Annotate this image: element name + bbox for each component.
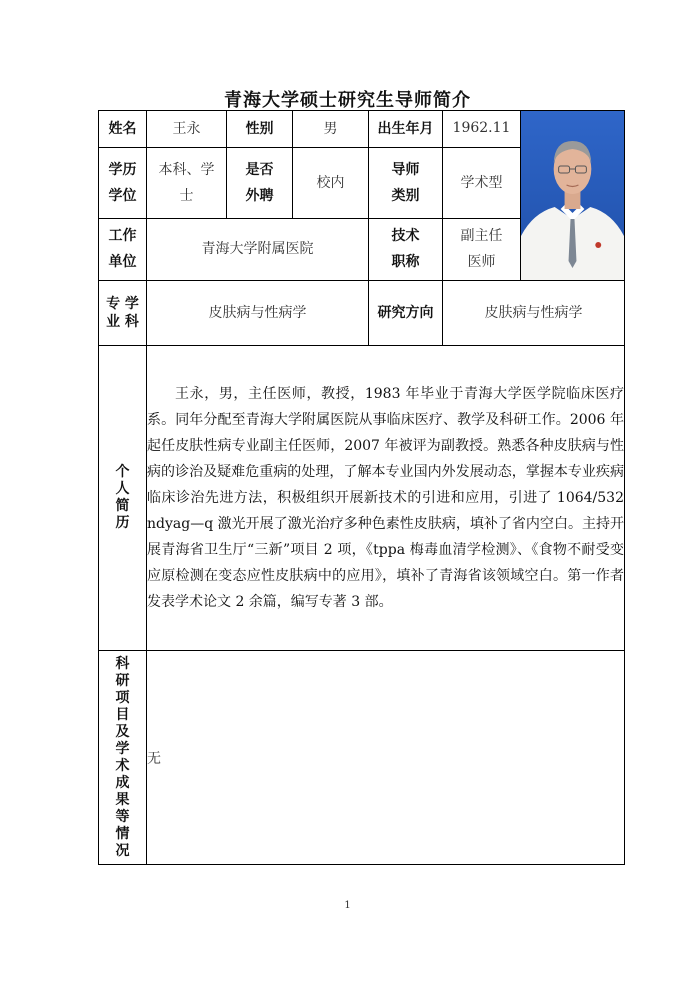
birth-value: 1962.11 bbox=[443, 111, 521, 148]
external-value: 校内 bbox=[293, 148, 369, 218]
name-value: 王永 bbox=[147, 111, 227, 148]
education-label: 学历 学位 bbox=[99, 148, 147, 218]
advisor-type-value: 学术型 bbox=[443, 148, 521, 218]
bio-text: 王永，男，主任医师，教授，1983 年毕业于青海大学医学院临床医疗系。同年分配至青海大学附属医院从事临床医疗、教学及科研工作。2006 年起任皮肤性病专业副主任医师，2007 年被评为副教授。熟悉各种皮肤病与性病的诊治及疑难危重病的处理，了解本专业国内外发展动态，掌握本专业疾病临床诊治先进方法，积极组织开展新技术的引进和应用，引进了 1064/532 ndyag—q 激光开展了激光治疗多种色素性皮肤病，填补了省内空白。主持开展青海省卫生厅“三新”项目 2 项，《tppa 梅毒血清学检测》、《食物不耐受变应原检测在变态应性皮肤病中的应用》，填补了青海省该领域空白。第一作者发表学术论文 2 余篇，编写专著 3 部。 bbox=[147, 386, 624, 610]
page-title: 青海大学硕士研究生导师简介 bbox=[224, 90, 471, 111]
portrait-image bbox=[521, 111, 624, 280]
research-direction-value: 皮肤病与性病学 bbox=[443, 281, 625, 346]
education-value: 本科、学 士 bbox=[147, 148, 227, 218]
name-label: 姓名 bbox=[99, 111, 147, 148]
workplace-value: 青海大学附属医院 bbox=[147, 218, 369, 280]
birth-label: 出生年月 bbox=[369, 111, 443, 148]
external-label: 是否 外聘 bbox=[227, 148, 293, 218]
page-number: 1 bbox=[344, 900, 351, 911]
major-label: 专 学 业 科 bbox=[99, 281, 147, 346]
gender-label: 性别 bbox=[227, 111, 293, 148]
profile-table bbox=[98, 110, 625, 865]
major-value: 皮肤病与性病学 bbox=[147, 281, 369, 346]
bio-section bbox=[147, 346, 625, 651]
tech-title-value: 副主任 医师 bbox=[443, 218, 521, 280]
research-label: 科 研 项 目 及 学 术 成 果 等 情 况 bbox=[99, 651, 147, 865]
tech-title-label: 技术 职称 bbox=[369, 218, 443, 280]
portrait-photo bbox=[521, 111, 625, 281]
advisor-type-label: 导师 类别 bbox=[369, 148, 443, 218]
workplace-label: 工作 单位 bbox=[99, 218, 147, 280]
gender-value: 男 bbox=[293, 111, 369, 148]
research-direction-label: 研究方向 bbox=[369, 281, 443, 346]
research-value: 无 bbox=[147, 651, 625, 865]
bio-label: 个 人 简 历 bbox=[99, 346, 147, 651]
